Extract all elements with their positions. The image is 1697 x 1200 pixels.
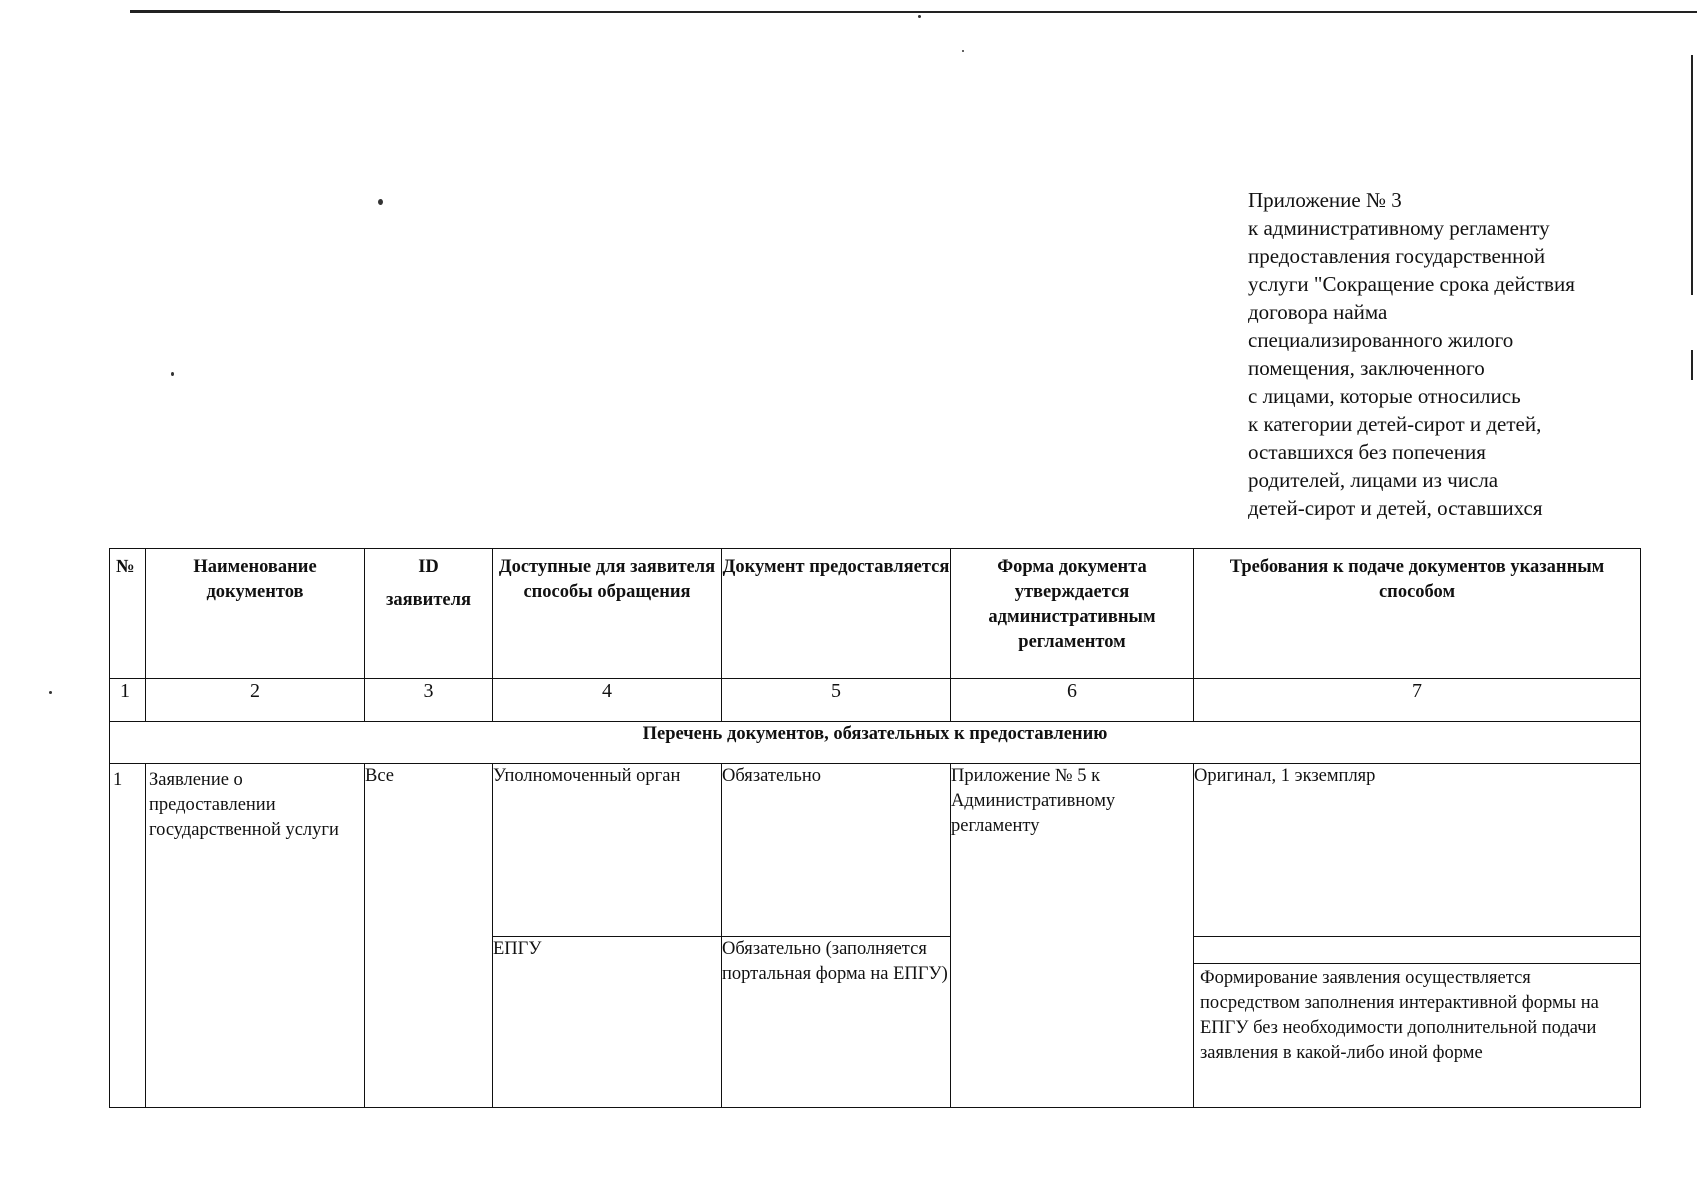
scan-border-top	[130, 11, 1697, 13]
column-number: 1	[110, 679, 146, 722]
scan-speck	[962, 50, 964, 52]
section-title: Перечень документов, обязательных к предоставлению	[110, 722, 1641, 764]
documents-table	[109, 548, 1641, 1108]
provided-cell: Обязательно (заполняется портальная форма на ЕПГУ)	[722, 937, 951, 1108]
header-id	[365, 549, 493, 679]
document-name: Заявление о предоставлении государственной услуги	[146, 764, 365, 1108]
form-cell: Приложение № 5 к Административному регламенту	[951, 764, 1194, 1108]
scan-border-right	[1691, 55, 1693, 295]
column-number: 4	[493, 679, 722, 722]
header-id-line2: заявителя	[385, 590, 472, 610]
scan-speck	[49, 691, 52, 694]
header-id-line1: ID	[418, 557, 439, 577]
scan-border-top-thick	[130, 10, 280, 13]
requirement-cell: Формирование заявления осуществляется посредством заполнения интерактивной формы на ЕПГУ без необходимости дополнительной подачи заявления в какой-либо иной форме	[1194, 963, 1640, 1066]
header-methods: Доступные для заявителя способы обращения	[493, 549, 722, 679]
provided-cell: Обязательно	[722, 764, 951, 937]
requirement-cell-wrapper	[1194, 937, 1641, 1108]
table-row	[110, 764, 1641, 937]
section-row	[110, 722, 1641, 764]
scan-speck	[918, 15, 921, 18]
applicant-id: Все	[365, 764, 493, 1108]
method-cell: ЕПГУ	[493, 937, 722, 1108]
column-number: 3	[365, 679, 493, 722]
scan-speck	[378, 199, 383, 205]
header-no: №	[110, 549, 146, 679]
row-number: 1	[110, 764, 146, 1108]
header-name: Наименование документов	[146, 549, 365, 679]
column-number: 5	[722, 679, 951, 722]
column-number-row	[110, 679, 1641, 722]
header-provided: Документ предоставляется	[722, 549, 951, 679]
scan-border-right-lower	[1691, 350, 1693, 380]
column-number: 6	[951, 679, 1194, 722]
scan-speck	[171, 372, 174, 376]
column-number: 2	[146, 679, 365, 722]
header-requirements: Требования к подаче документов указанным способом	[1194, 549, 1641, 679]
header-row	[110, 549, 1641, 679]
appendix-header: Приложение № 3 к административному регламенту предоставления государственной услуги "Сокращение срока действия договора найма специализированного жилого помещения, заключенного с лицами, которые относились к категории детей-сирот и детей, оставшихся без попечения родителей, лицами из числа детей-сирот и детей, оставшихся	[1248, 188, 1575, 520]
header-form: Форма документа утверждается административным регламентом	[951, 549, 1194, 679]
column-number: 7	[1194, 679, 1641, 722]
method-cell: Уполномоченный орган	[493, 764, 722, 937]
requirement-cell: Оригинал, 1 экземпляр	[1194, 764, 1641, 937]
